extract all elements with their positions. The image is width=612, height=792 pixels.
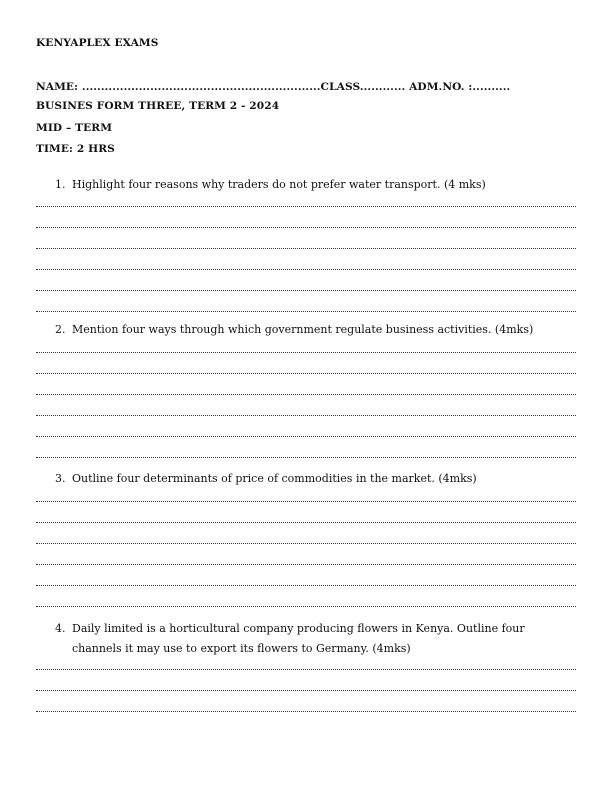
question-number: 4. [55,622,66,635]
answer-line[interactable] [36,501,576,502]
answer-line[interactable] [36,248,576,249]
answer-line[interactable] [36,669,576,670]
question-3 [55,469,565,489]
answer-line[interactable] [36,543,576,544]
question-2 [55,320,565,340]
answer-line[interactable] [36,373,576,374]
answer-line[interactable] [36,394,576,395]
answer-line[interactable] [36,564,576,565]
school-name: KENYAPLEX EXAMS [36,37,159,49]
name-class-adm-line: NAME: ...............................................................CLASS............ ADM.NO. :.......... [36,81,511,93]
question-4 [55,619,565,659]
question-text: Outline four determinants of price of commodities in the market. (4mks) [72,472,477,485]
answer-line[interactable] [36,585,576,586]
question-number: 3. [55,472,66,485]
question-text: Highlight four reasons why traders do not prefer water transport. (4 mks) [72,178,486,191]
question-number: 2. [55,323,66,336]
answer-line[interactable] [36,352,576,353]
answer-line[interactable] [36,415,576,416]
exam-time: TIME: 2 HRS [36,143,115,155]
answer-line[interactable] [36,311,576,312]
answer-line[interactable] [36,290,576,291]
answer-line[interactable] [36,690,576,691]
answer-line[interactable] [36,206,576,207]
answer-line[interactable] [36,522,576,523]
question-text: Daily limited is a horticultural company producing flowers in Kenya. Outline four channels it may use to export its flowers to Germany. (4mks) [72,622,525,655]
question-1 [55,175,565,195]
question-number: 1. [55,178,66,191]
subject-title: BUSINES FORM THREE, TERM 2 - 2024 [36,100,280,112]
answer-line[interactable] [36,457,576,458]
answer-line[interactable] [36,269,576,270]
question-text: Mention four ways through which government regulate business activities. (4mks) [72,323,534,336]
answer-line[interactable] [36,606,576,607]
answer-line[interactable] [36,227,576,228]
exam-type: MID – TERM [36,122,113,134]
answer-line[interactable] [36,436,576,437]
answer-line[interactable] [36,711,576,712]
